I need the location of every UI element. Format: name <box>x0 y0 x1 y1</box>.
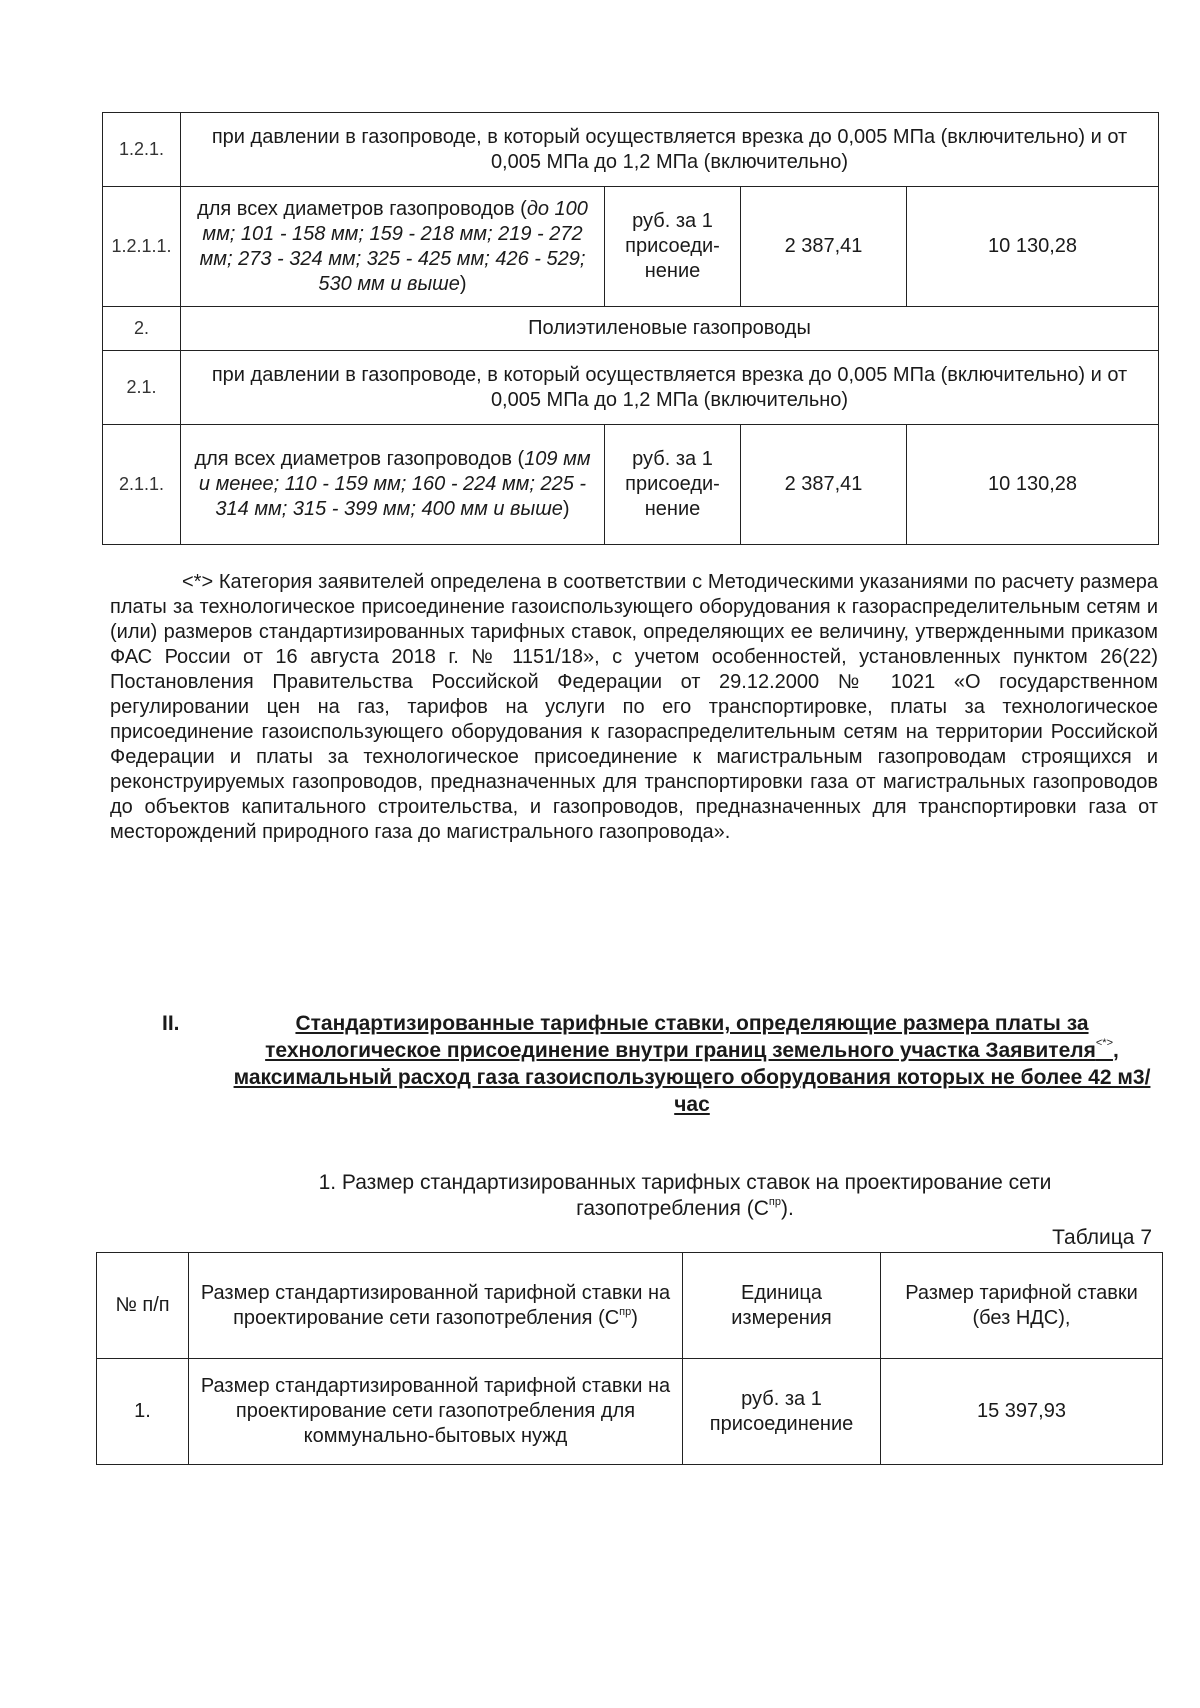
unit-cell: руб. за 1 присоеди-нение <box>605 425 741 545</box>
tariff-table-7 <box>96 1252 1163 1465</box>
row-text: Полиэтиленовые газопроводы <box>181 307 1159 351</box>
superscript: пр <box>768 1196 781 1208</box>
row-description: Размер стандартизированной тарифной ставки на проектирование сети газопотребления для коммунально-бытовых нужд <box>189 1359 683 1465</box>
rate-value-1: 2 387,41 <box>741 187 907 307</box>
row-description <box>181 187 605 307</box>
section-title <box>232 1010 1152 1118</box>
table-caption: Таблица 7 <box>1052 1226 1152 1249</box>
header-unit: Единица измерения <box>683 1253 881 1359</box>
desc-suffix: ) <box>459 272 467 295</box>
section-title-part-b: , максимальный расход газа газоиспользующего оборудования которых не более 42 м3/час <box>233 1039 1151 1116</box>
rate-value: 15 397,93 <box>881 1359 1163 1465</box>
rate-value-1: 2 387,41 <box>741 425 907 545</box>
row-text: при давлении в газопроводе, в который осуществляется врезка до 0,005 МПа (включительно) и от 0,005 МПа до 1,2 МПа (включительно) <box>181 351 1159 425</box>
row-number: 1.2.1.1. <box>103 187 181 307</box>
footnote-marker: <*> <box>1095 1037 1114 1049</box>
table-row <box>103 307 1159 351</box>
diameter-list: 109 мм и менее; 110 - 159 мм; 160 - 224 мм; 225 - 314 мм; 315 - 399 мм; 400 мм и выше <box>198 448 591 520</box>
header-rate-name-tail: ) <box>631 1306 638 1329</box>
desc-prefix: для всех диаметров газопроводов ( <box>197 197 527 220</box>
rate-value-2: 10 130,28 <box>907 425 1159 545</box>
row-number: 2.1.1. <box>103 425 181 545</box>
header-rate-name-text: Размер стандартизированной тарифной ставки на проектирование сети газопотребления (С <box>200 1281 671 1329</box>
header-number: № п/п <box>97 1253 189 1359</box>
table-row <box>103 351 1159 425</box>
row-text: при давлении в газопроводе, в который осуществляется врезка до 0,005 МПа (включительно) и от 0,005 МПа до 1,2 МПа (включительно) <box>181 113 1159 187</box>
row-number: 2. <box>103 307 181 351</box>
rate-value-2: 10 130,28 <box>907 187 1159 307</box>
unit-cell: руб. за 1 присоединение <box>683 1359 881 1465</box>
desc-suffix: ) <box>562 498 570 520</box>
header-rate-name <box>189 1253 683 1359</box>
table-row <box>103 113 1159 187</box>
table-row <box>103 425 1159 545</box>
header-rate-value: Размер тарифной ставки (без НДС), <box>881 1253 1163 1359</box>
subheading <box>270 1170 1100 1222</box>
diameter-list: до 100 мм; 101 - 158 мм; 159 - 218 мм; 219 - 272 мм; 273 - 324 мм; 325 - 425 мм; 426 - 529; 530 мм и выше <box>199 197 588 295</box>
footnote-text: <*> Категория заявителей определена в соответствии с Методическими указаниями по расчету размера платы за технологическое присоединение газоиспользующего оборудования к газораспределительным сетям и (или) размеров стандартизированных тарифных ставок, определяющих ее величину, утвержденными приказом ФАС России от 16 августа 2018 г. № 1151/18», с учетом особенностей, установленных пунктом 26(22) Постановления Правительства Российской Федерации от 29.12.2000 № 1021 «О государственном регулировании цен на газ, тарифов на услуги по его транспортировке, платы за технологическое присоединение газоиспользующего оборудования к газораспределительным сетям на территории Российской Федерации и платы за технологическое присоединение к магистральным газопроводам строящихся и реконструируемых газопроводов, предназначенных для транспортировки газа от магистральных газопроводов до объектов капитального строительства, и газопроводов, предназначенных для транспортировки газа от месторождений природного газа до магистрального газопровода». <box>110 571 1158 843</box>
table-header-row <box>97 1253 1163 1359</box>
superscript: пр <box>619 1305 632 1318</box>
section-title-part-a: Стандартизированные тарифные ставки, определяющие размера платы за технологическое присоединение внутри границ земельного участка Заявителя <box>265 1012 1096 1062</box>
tariff-table-continued <box>102 112 1159 545</box>
section-number: II. <box>162 1012 180 1035</box>
row-number: 1. <box>97 1359 189 1465</box>
row-description <box>181 425 605 545</box>
table-row <box>103 187 1159 307</box>
subheading-text: 1. Размер стандартизированных тарифных ставок на проектирование сети газопотребления (С <box>318 1171 1052 1220</box>
subheading-tail: ). <box>781 1197 794 1220</box>
row-number: 1.2.1. <box>103 113 181 187</box>
table-row <box>97 1359 1163 1465</box>
desc-prefix: для всех диаметров газопроводов ( <box>194 448 525 470</box>
row-number: 2.1. <box>103 351 181 425</box>
footnote <box>110 570 1158 845</box>
unit-cell: руб. за 1 присоеди-нение <box>605 187 741 307</box>
